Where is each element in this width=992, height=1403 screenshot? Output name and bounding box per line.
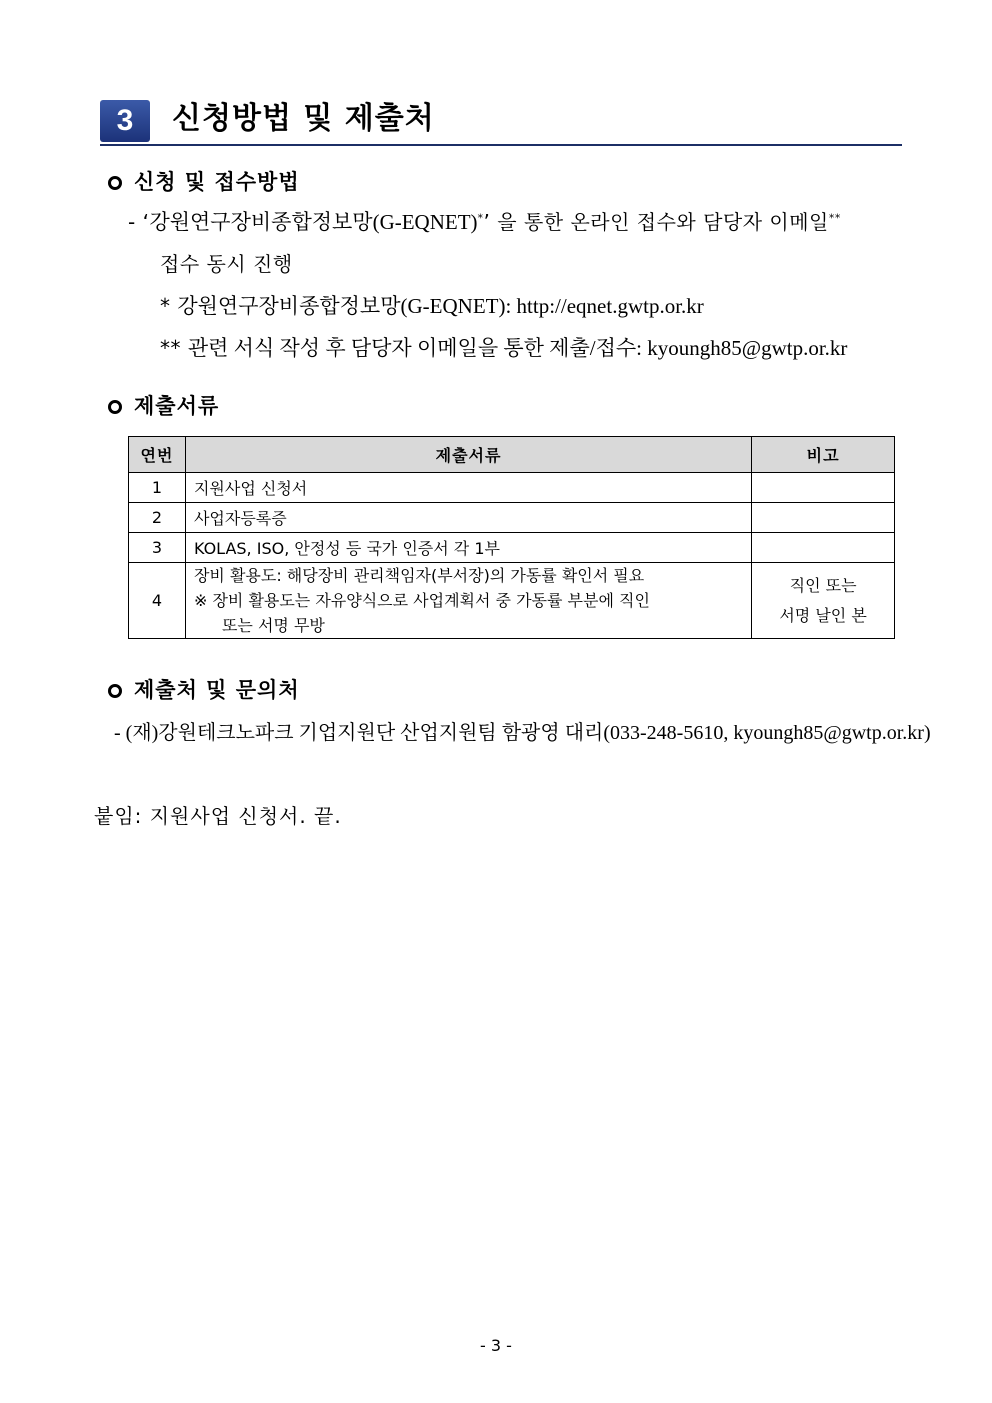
row-doc: KOLAS, ISO, 안정성 등 국가 인증서 각 1부 [185,533,751,563]
note-1-mark: * [160,294,171,318]
row-no: 4 [129,563,186,639]
row-doc-note: ※ 장비 활용도는 자유양식으로 사업계획서 중 가동률 부분에 직인 [193,591,650,610]
circle-bullet-icon [108,684,122,698]
circle-bullet-icon [108,400,122,414]
note-1-text: 강원연구장비종합정보망(G-EQNET): http://eqnet.gwtp.or.kr [177,294,704,318]
remark-line-1: 직인 또는 [789,575,857,595]
apply-line-1-rest: 을 통한 온라인 접수와 담당자 이메일 [497,210,829,234]
note-2-text: 관련 서식 작성 후 담당자 이메일을 통한 제출/접수: kyoungh85@gwtp.or.kr [187,336,848,360]
apply-note-2 [160,332,847,362]
page-number: - 3 - [480,1336,512,1355]
apply-note-1 [160,290,704,320]
section-header [100,96,902,146]
row-doc: 지원사업 신청서 [185,473,751,503]
table-row [129,503,895,533]
row-no: 3 [129,533,186,563]
row-remark [752,533,895,563]
row-doc-line: 장비 활용도: 해당장비 관리책임자(부서장)의 가동률 확인서 필요 [193,566,645,585]
docs-heading-text: 제출서류 [134,394,220,418]
table-row [129,533,895,563]
row-doc: 사업자등록증 [185,503,751,533]
section-title: 신청방법 및 제출처 [172,101,435,136]
apply-heading [108,166,300,196]
header-doc: 제출서류 [185,437,751,473]
apply-heading-text: 신청 및 접수방법 [134,170,300,194]
contact-line: - (재)강원테크노파크 기업지원단 산업지원팀 함광영 대리(033-248-5610, kyoungh85@gwtp.or.kr) [114,722,931,744]
contact-heading [108,674,300,704]
docs-table [128,436,895,639]
eqnet-name: 강원연구장비종합정보망(G-EQNET) [149,210,478,234]
row-doc-note-cont: 또는 서명 무방 [221,616,325,635]
remark-line-2: 서명 날인 본 [779,605,867,625]
row-remark-multi [752,563,895,639]
attachment-line: 붙임: 지원사업 신청서. 끝. [94,804,342,828]
row-remark [752,473,895,503]
apply-line-1 [128,206,841,236]
dash-mark: - [128,210,136,234]
table-header-row [129,437,895,473]
quote-open: ‘ [142,210,150,234]
header-no: 연번 [129,437,186,473]
contact-heading-text: 제출처 및 문의처 [134,678,300,702]
circle-bullet-icon [108,176,122,190]
section-number-badge: 3 [100,100,150,142]
footnote-mark-2: ** [828,211,841,225]
row-remark [752,503,895,533]
docs-heading [108,390,219,420]
header-remark: 비고 [752,437,895,473]
quote-close: ’ [483,210,491,234]
row-no: 2 [129,503,186,533]
table-row [129,473,895,503]
section-divider [100,144,902,146]
note-2-mark: ** [160,336,181,360]
row-no: 1 [129,473,186,503]
table-row [129,563,895,639]
apply-line-2: 접수 동시 진행 [160,252,293,276]
row-doc-multi [185,563,751,639]
footnote-mark-1: * [477,211,484,225]
